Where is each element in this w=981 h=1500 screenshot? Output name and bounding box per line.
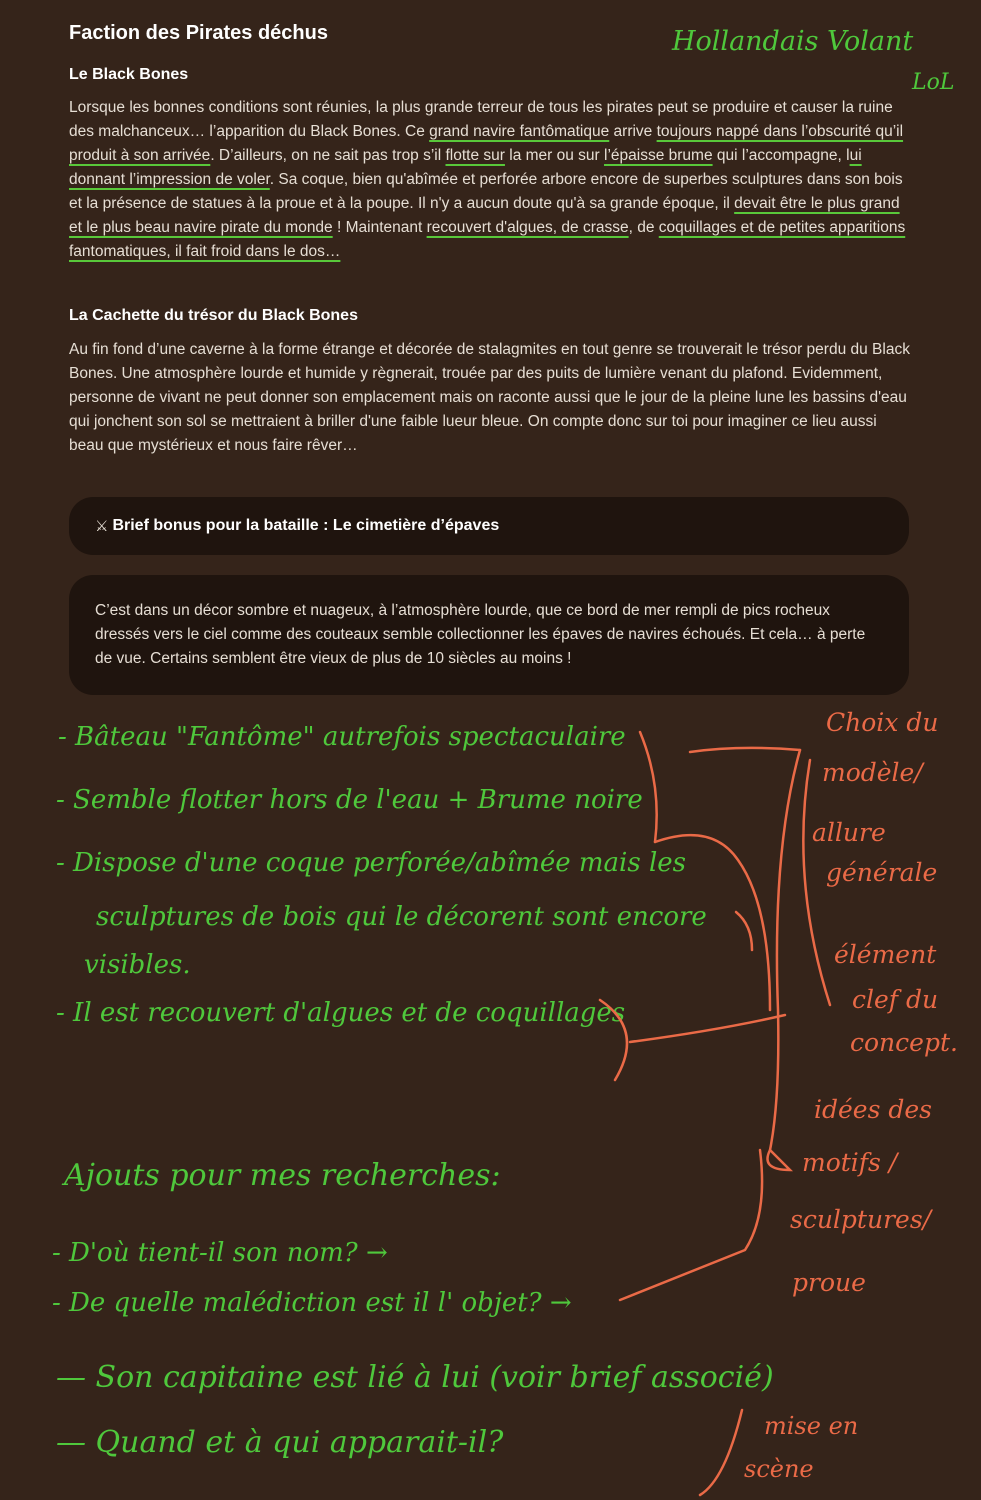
text-run: la mer ou sur: [504, 147, 605, 164]
annotation-side: idées des: [814, 1095, 932, 1124]
annotation-mise: mise en: [764, 1412, 859, 1440]
annotation-side: élément: [834, 940, 937, 969]
bracket-stroke: [770, 750, 800, 1150]
underlined-run: ui donnant l’impression de voler: [69, 147, 862, 188]
bracket-stroke: [700, 1410, 742, 1495]
annotation-note: visibles.: [84, 950, 191, 980]
underlined-run: grand navire fantômatique: [429, 123, 610, 140]
text-run: qui l’accompagne, l: [712, 147, 850, 164]
underlined-run: devait être le plus grand et le plus beau navire pirate du monde: [69, 195, 900, 236]
annotation-side: proue: [792, 1268, 866, 1297]
annotation-research: - D'où tient-il son nom? →: [52, 1238, 388, 1268]
annotation-side: motifs /: [802, 1148, 898, 1177]
annotation-side: allure: [812, 818, 886, 847]
annotation-side: générale: [826, 858, 938, 887]
bonus-brief-label: Brief bonus pour la bataille : Le cimetière d’épaves: [112, 517, 500, 534]
annotation-side: concept.: [850, 1028, 958, 1057]
bracket-stroke: [620, 1150, 762, 1300]
text-run: ! Maintenant: [332, 219, 427, 236]
underlined-run: flotte sur: [445, 147, 505, 164]
section-body-cachette: Au fin fond d’une caverne à la forme étrange et décorée de stalagmites en tout genre se trouverait le trésor perdu du Black Bones. Une atmosphère lourde et humide y règnerait, trouée par des puits de lumière venant du plafond. Evidemment, personne de vivant ne peut donner son emplacement mais on raconte aussi que le jour de la pleine lune les bassins d'eau qui jonchent son sol se mettraient à briller d'une faible lueur bleue. On compte donc sur toi pour imaginer ce lieu aussi beau que mystérieux et nous faire rêver…: [69, 341, 910, 454]
bonus-brief-card: [69, 575, 909, 695]
annotation-side: Choix du: [826, 708, 939, 737]
bracket-stroke: [630, 1015, 785, 1042]
annotation-side: modèle/: [822, 758, 923, 787]
annotation-side: clef du: [852, 985, 939, 1014]
annotation-note: - Il est recouvert d'algues et de coquillages: [56, 998, 626, 1028]
bonus-brief-text: C’est dans un décor sombre et nuageux, à l’atmosphère lourde, que ce bord de mer rempli de pics rocheux dressés vers le ciel comme des couteaux semble collectionner les épaves de navires échoués. Et cela… à perte de vue. Certains semblent être vieux de plus de 10 siècles au moins !: [95, 602, 866, 667]
underlined-run: l’épaisse brume: [604, 147, 713, 164]
annotation-corner-2: LoL: [912, 70, 955, 95]
annotation-corner-1: Hollandais Volant: [672, 26, 914, 57]
section-title-black-bones: Le Black Bones: [69, 66, 189, 83]
bracket-stroke: [768, 1150, 791, 1170]
section-title-cachette: La Cachette du trésor du Black Bones: [69, 307, 358, 324]
annotation-research: — Son capitaine est lié à lui (voir brief associé): [56, 1360, 774, 1395]
text-run: . Sa coque, bien qu'abîmée et perforée arbore encore de superbes sculptures dans son bois et la présence de statues à la proue et à la poupe. Il n'y a aucun doute qu'à sa grande époque, il: [69, 171, 903, 212]
annotation-note: - Semble flotter hors de l'eau + Brume noire: [56, 785, 643, 815]
text-run: Lorsque les bonnes conditions sont réunies, la plus grande terreur de tous les pirates peut se produire et causer la ruine des malchanceux… l’apparition du Black Bones. Ce: [69, 99, 893, 140]
bonus-brief-toggle[interactable]: [69, 497, 909, 555]
annotation-research-title: Ajouts pour mes recherches:: [64, 1158, 501, 1193]
annotation-research: — Quand et à qui apparait-il?: [56, 1425, 504, 1460]
annotation-note: - Bâteau "Fantôme" autrefois spectaculaire: [58, 722, 626, 752]
bracket-stroke: [690, 748, 800, 752]
underlined-run: recouvert d'algues, de crasse: [426, 219, 629, 236]
section-body-black-bones: [69, 96, 914, 264]
annotation-note: sculptures de bois qui le décorent sont encore: [96, 902, 707, 932]
page-title: Faction des Pirates déchus: [69, 22, 328, 44]
crossed-swords-icon: ⚔: [95, 518, 109, 535]
text-run: arrive: [609, 123, 657, 140]
annotation-side: sculptures/: [790, 1205, 932, 1234]
text-run: . D’ailleurs, on ne sait pas trop s’il: [210, 147, 446, 164]
annotation-research: - De quelle malédiction est il l' objet? →: [52, 1288, 572, 1318]
bracket-stroke: [736, 912, 752, 950]
underlined-run: coquillages et de petites apparitions fantomatiques, il fait froid dans le dos…: [69, 219, 906, 260]
underlined-run: toujours nappé dans l’obscurité qu’il produit à son arrivée: [69, 123, 904, 164]
annotation-mise: scène: [744, 1455, 814, 1483]
text-run: , de: [628, 219, 659, 236]
annotation-note: - Dispose d'une coque perforée/abîmée mais les: [56, 848, 687, 878]
